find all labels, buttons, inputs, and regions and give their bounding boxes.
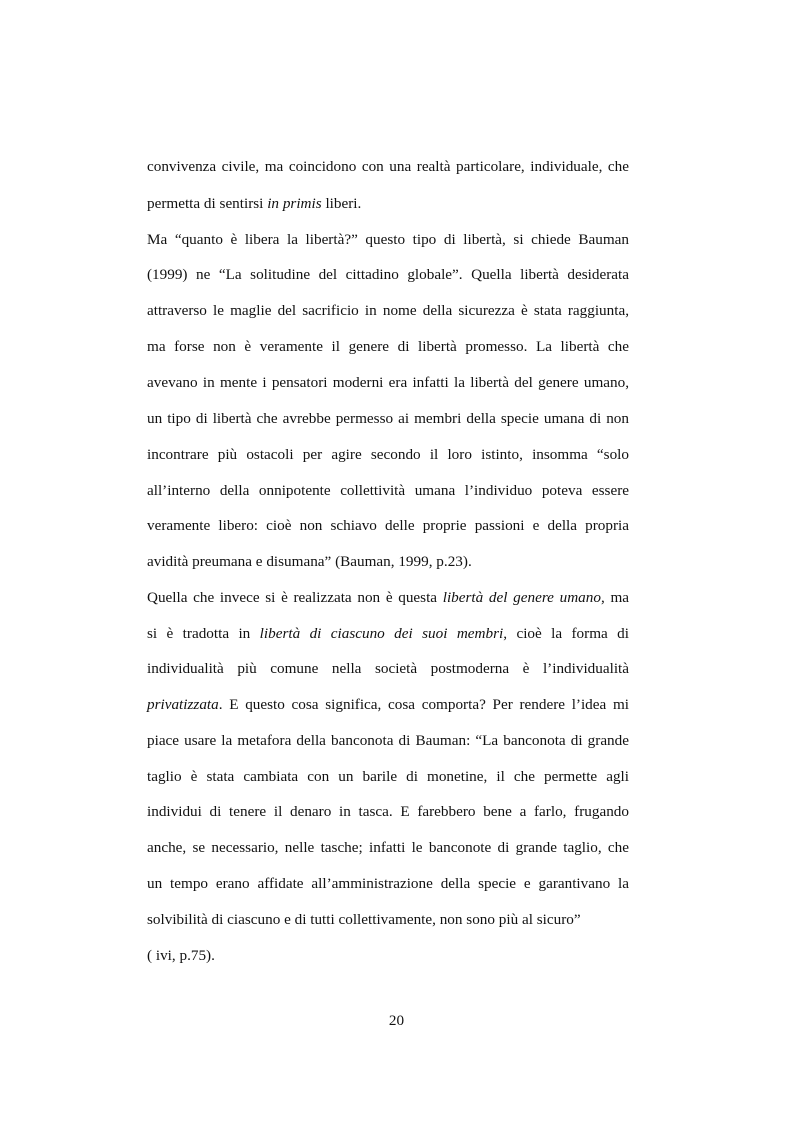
- text-segment: veramente libero: cioè non schiavo delle proprie passioni e della propria: [147, 517, 629, 534]
- text-segment: , ma: [600, 589, 629, 606]
- italic-text: in primis: [267, 195, 322, 212]
- text-segment: convivenza civile, ma coincidono con una realtà particolare, individuale, che: [147, 158, 629, 175]
- italic-text: libertà del genere umano: [442, 589, 601, 606]
- text-line: [147, 265, 629, 285]
- text-segment: taglio è stata cambiata con un barile di monetine, il che permette agli: [147, 768, 629, 785]
- text-segment: liberi.: [321, 195, 362, 212]
- text-line: [147, 337, 629, 357]
- text-segment: individualità più comune nella società postmoderna è l’individualità: [147, 660, 629, 677]
- text-segment: avidità preumana e disumana” (Bauman, 1999, p.23).: [147, 553, 472, 570]
- text-line: [147, 624, 629, 644]
- text-line: [147, 194, 629, 214]
- text-segment: Quella che invece si è realizzata non è questa: [147, 589, 443, 606]
- text-segment: avevano in mente i pensatori moderni era infatti la libertà del genere umano,: [147, 374, 629, 391]
- text-line: [147, 731, 629, 751]
- text-line: [147, 838, 629, 858]
- italic-text: libertà di ciascuno dei suoi membri: [259, 625, 504, 642]
- text-segment: anche, se necessario, nelle tasche; infatti le banconote di grande taglio, che: [147, 839, 629, 856]
- text-segment: piace usare la metafora della banconota di Bauman: “La banconota di grande: [147, 732, 629, 749]
- text-segment: solvibilità di ciascuno e di tutti collettivamente, non sono più al sicuro”: [147, 911, 581, 928]
- text-line: [147, 445, 629, 465]
- text-line: [147, 157, 629, 177]
- text-line: [147, 516, 629, 536]
- text-line: [147, 802, 629, 822]
- text-line: [147, 481, 629, 501]
- text-segment: attraverso le maglie del sacrificio in nome della sicurezza è stata raggiunta,: [147, 302, 629, 319]
- text-line: [147, 552, 629, 572]
- text-line: [147, 588, 629, 608]
- text-segment: si è tradotta in: [147, 625, 260, 642]
- text-segment: permetta di sentirsi: [147, 195, 268, 212]
- text-segment: un tempo erano affidate all’amministrazione della specie e garantivano la: [147, 875, 629, 892]
- text-segment: . E questo cosa significa, cosa comporta? Per rendere l’idea mi: [218, 696, 629, 713]
- text-line: [147, 409, 629, 429]
- text-line: [147, 695, 629, 715]
- text-line: [147, 946, 629, 966]
- text-line: [147, 874, 629, 894]
- text-line: [147, 767, 629, 787]
- text-segment: ma forse non è veramente il genere di libertà promesso. La libertà che: [147, 338, 629, 355]
- text-segment: all’interno della onnipotente collettività umana l’individuo poteva essere: [147, 482, 629, 499]
- text-segment: Ma “quanto è libera la libertà?” questo tipo di libertà, si chiede Bauman: [147, 231, 629, 248]
- text-segment: un tipo di libertà che avrebbe permesso ai membri della specie umana di non: [147, 410, 629, 427]
- text-segment: ( ivi, p.75).: [147, 947, 215, 964]
- text-line: [147, 230, 629, 250]
- text-line: [147, 659, 629, 679]
- text-line: [147, 373, 629, 393]
- italic-text: privatizzata: [147, 696, 219, 713]
- text-line: [147, 301, 629, 321]
- text-segment: incontrare più ostacoli per agire secondo il loro istinto, insomma “solo: [147, 446, 629, 463]
- page-number: 20: [388, 1012, 405, 1029]
- text-line: [147, 910, 629, 930]
- text-segment: (1999) ne “La solitudine del cittadino globale”. Quella libertà desiderata: [147, 266, 629, 283]
- text-segment: , cioè la forma di: [503, 625, 629, 642]
- text-segment: individui di tenere il denaro in tasca. E farebbero bene a farlo, frugando: [147, 803, 629, 820]
